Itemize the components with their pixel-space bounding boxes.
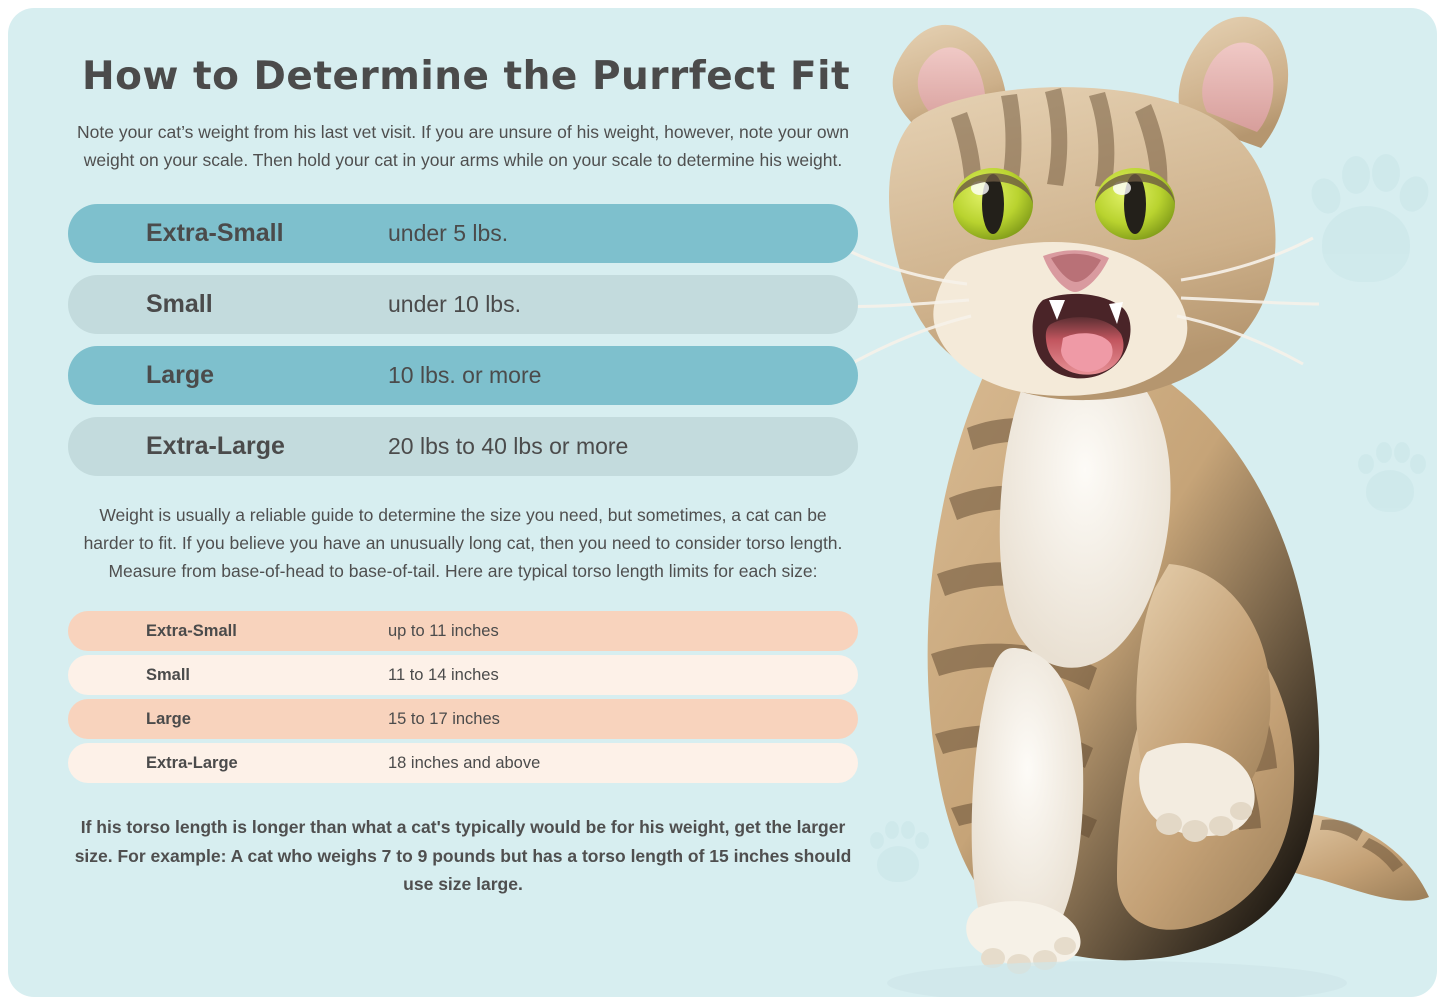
weight-value: 20 lbs to 40 lbs or more <box>388 433 629 460</box>
size-label: Large <box>146 361 215 390</box>
length-value: up to 11 inches <box>388 621 499 640</box>
weight-value: under 10 lbs. <box>388 291 521 318</box>
sitting-tabby-cat-photo <box>817 8 1437 997</box>
table-row <box>68 346 858 405</box>
content-column <box>68 54 858 898</box>
size-label: Small <box>146 290 213 319</box>
torso-length-table <box>68 611 858 783</box>
table-row <box>68 417 858 476</box>
weight-value: under 5 lbs. <box>388 220 509 247</box>
middle-paragraph: Weight is usually a reliable guide to determine the size you need, but sometimes, a cat can be harder to fit. If you believe you have an unusually long cat, then you need to consider torso length. Measure from base-of-head to base-of-tail. Here are typical torso length limits for each size: <box>83 505 843 581</box>
page-title: How to Determine the Purrfect Fit <box>82 54 851 99</box>
table-row <box>68 743 858 783</box>
length-value: 15 to 17 inches <box>388 709 500 728</box>
size-label: Extra-Large <box>146 753 238 772</box>
size-label: Small <box>146 665 191 684</box>
intro-paragraph: Note your cat’s weight from his last vet visit. If you are unsure of his weight, however, note your own weight on your scale. Then hold your cat in your arms while on your scale to determine his weight. <box>77 122 849 170</box>
table-row <box>68 699 858 739</box>
size-label: Extra-Small <box>146 621 237 640</box>
length-value: 18 inches and above <box>388 753 541 772</box>
weight-value: 10 lbs. or more <box>388 362 542 389</box>
size-label: Extra-Large <box>146 432 285 461</box>
length-value: 11 to 14 inches <box>388 665 499 684</box>
size-label: Extra-Small <box>146 219 284 248</box>
infographic-card <box>8 8 1437 997</box>
table-row <box>68 655 858 695</box>
size-label: Large <box>146 709 191 728</box>
table-row <box>68 275 858 334</box>
footnote-text: If his torso length is longer than what a cat's typically would be for his weight, get the larger size. For example: A cat who weighs 7 to 9 pounds but has a torso length of 15 inches should use size large. <box>74 817 852 894</box>
table-row <box>68 611 858 651</box>
weight-size-table <box>68 204 858 476</box>
table-row <box>68 204 858 263</box>
